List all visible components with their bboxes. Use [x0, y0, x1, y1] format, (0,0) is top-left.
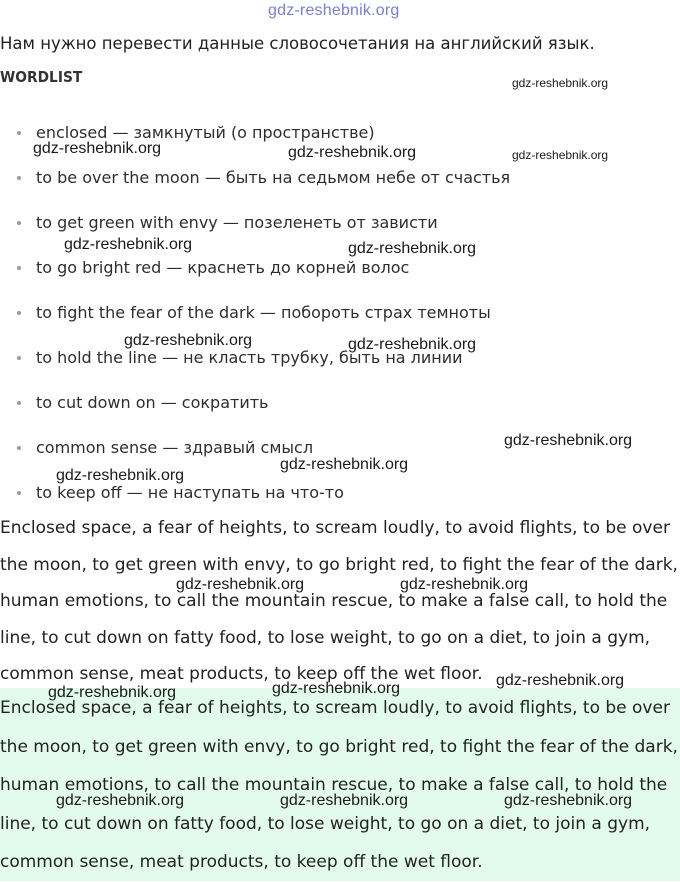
bullet-icon [17, 401, 21, 405]
watermark: gdz-reshebnik.org [512, 148, 609, 162]
list-item-text: to get green with envy — позеленеть от зависти [36, 213, 438, 232]
bullet-icon [17, 221, 21, 225]
watermark: gdz-reshebnik.org [48, 684, 177, 701]
list-item [0, 300, 680, 345]
list-item [0, 255, 680, 300]
list-item [0, 345, 680, 390]
bullet-icon [17, 131, 21, 135]
watermark: gdz-reshebnik.org [288, 144, 417, 161]
watermark: gdz-reshebnik.org [496, 672, 625, 689]
list-item [0, 390, 680, 435]
bullet-icon [17, 266, 21, 270]
watermark: gdz-reshebnik.org [280, 456, 409, 473]
watermark: gdz-reshebnik.org [64, 236, 193, 253]
list-item-text: to go bright red — краснеть до корней волос [36, 258, 410, 277]
list-item-text: to keep off — не наступать на что-то [36, 483, 344, 502]
watermark: gdz-reshebnik.org [504, 792, 633, 809]
bullet-icon [17, 311, 21, 315]
answer-paragraph: Enclosed space, a fear of heights, to scream loudly, to avoid flights, to be over the moon, to get green with envy, to go bright red, to fight the fear of the dark, human emotions, to call the mountain rescue, to make a false call, to hold the line, to cut down on fatty food, to lose weight, to go on a diet, to join a gym, common sense, meat products, to keep off the wet floor. [0, 698, 678, 873]
watermark: gdz-reshebnik.org [33, 140, 162, 157]
bullet-icon [17, 491, 21, 495]
watermark: gdz-reshebnik.org [400, 576, 529, 593]
list-item-text: to be over the moon — быть на седьмом небе от счастья [36, 168, 511, 187]
bullet-icon [17, 176, 21, 180]
bullet-icon [17, 356, 21, 360]
wordlist-heading: WORDLIST [0, 68, 83, 86]
bullet-icon [17, 446, 21, 450]
list-item-text: to cut down on — сократить [36, 393, 269, 412]
watermark: gdz-reshebnik.org [504, 432, 633, 449]
watermark: gdz-reshebnik.org [124, 332, 253, 349]
watermark: gdz-reshebnik.org [512, 76, 609, 90]
watermark: gdz-reshebnik.org [348, 336, 477, 353]
watermark: gdz-reshebnik.org [56, 792, 185, 809]
list-item-text: to fight the fear of the dark — побороть страх темноты [36, 303, 491, 322]
site-header-link[interactable]: gdz-reshebnik.org [268, 2, 400, 19]
list-item [0, 165, 680, 210]
watermark: gdz-reshebnik.org [348, 240, 477, 257]
watermark: gdz-reshebnik.org [56, 467, 185, 484]
watermark: gdz-reshebnik.org [280, 792, 409, 809]
list-item-text: enclosed — замкнутый (о пространстве) [36, 123, 375, 142]
task-paragraph: Enclosed space, a fear of heights, to scream loudly, to avoid flights, to be over the moon, to get green with envy, to go bright red, to fight the fear of the dark, human emotions, to call the mountain rescue, to make a false call, to hold the line, to cut down on fatty food, to lose weight, to go on a diet, to join a gym, common sense, meat products, to keep off the wet floor. [0, 518, 678, 684]
list-item-text: common sense — здравый смысл [36, 438, 314, 457]
list-item-text: to hold the line — не класть трубку, быть на линии [36, 348, 463, 367]
intro-text: Нам нужно перевести данные словосочетания на английский язык. [0, 34, 595, 53]
watermark: gdz-reshebnik.org [176, 576, 305, 593]
watermark: gdz-reshebnik.org [272, 680, 401, 697]
